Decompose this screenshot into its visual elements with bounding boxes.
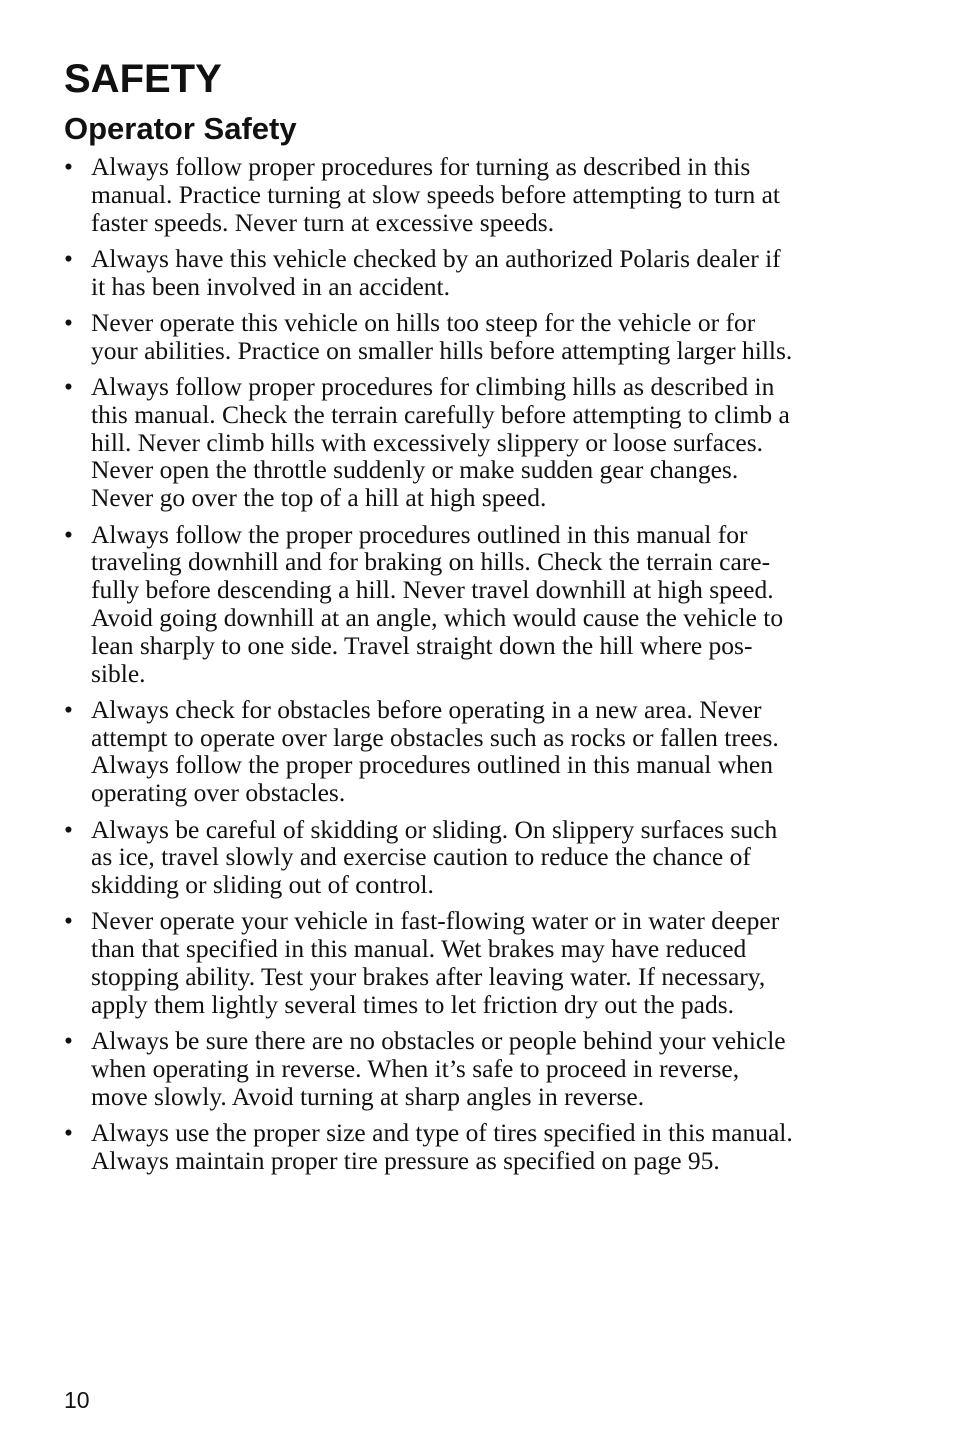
bullet-icon: • [64, 1118, 73, 1147]
bullet-text-line: Always follow the proper procedures outlined in this manual when [91, 750, 773, 780]
list-item [64, 245, 874, 301]
bullet-icon: • [64, 694, 73, 724]
bullet-text-line: Never operate this vehicle on hills too steep for the vehicle or for [91, 307, 756, 337]
bullet-text-line: when operating in reverse. When it’s safe to proceed in reverse, [91, 1053, 740, 1083]
bullet-text-line: operating over obstacles. [91, 778, 346, 808]
list-item [64, 1119, 874, 1175]
list-item [64, 907, 874, 1018]
bullet-icon: • [64, 519, 73, 549]
safety-bullet-list [64, 153, 874, 1183]
bullet-text-line: your abilities. Practice on smaller hills before attempting larger hills. [91, 335, 793, 365]
bullet-icon: • [64, 243, 73, 273]
bullet-text-line: Always follow proper procedures for climbing hills as described in [91, 372, 775, 402]
list-item [64, 521, 874, 688]
subsection-title: Operator Safety [64, 111, 297, 146]
bullet-text-line: skidding or sliding out of control. [91, 870, 434, 900]
bullet-text-line: Always maintain proper tire pressure as specified on page 95. [91, 1145, 720, 1175]
bullet-text-line: sible. [91, 658, 146, 688]
list-item [64, 1027, 874, 1110]
list-item [64, 373, 874, 512]
bullet-text-line: lean sharply to one side. Travel straight down the hill where pos- [91, 630, 753, 660]
bullet-text-line: attempt to operate over large obstacles such as rocks or fallen trees. [91, 722, 779, 752]
bullet-text-line: it has been involved in an accident. [91, 271, 451, 301]
bullet-text-line: hill. Never climb hills with excessively slippery or loose surfaces. [91, 427, 764, 457]
bullet-text-line: Always be sure there are no obstacles or people behind your vehicle [91, 1026, 786, 1056]
bullet-text-line: fully before descending a hill. Never travel downhill at high speed. [91, 575, 774, 605]
list-item [64, 816, 874, 899]
bullet-text-line: this manual. Check the terrain carefully before attempting to climb a [91, 399, 790, 429]
bullet-icon: • [64, 152, 73, 181]
bullet-icon: • [64, 307, 73, 337]
bullet-text-line: Never operate your vehicle in fast-flowing water or in water deeper [91, 906, 780, 936]
bullet-text-line: apply them lightly several times to let friction dry out the pads. [91, 989, 735, 1019]
bullet-icon: • [64, 1026, 73, 1056]
bullet-text-line: as ice, travel slowly and exercise caution to reduce the chance of [91, 842, 751, 872]
bullet-text-line: than that specified in this manual. Wet brakes may have reduced [91, 934, 747, 964]
bullet-icon: • [64, 814, 73, 844]
section-title: SAFETY [64, 57, 222, 101]
bullet-text-line: Avoid going downhill at an angle, which would cause the vehicle to [91, 602, 784, 632]
bullet-text-line: traveling downhill and for braking on hills. Check the terrain care- [91, 547, 771, 577]
list-item [64, 153, 874, 236]
bullet-text-line: Always check for obstacles before operating in a new area. Never [91, 694, 762, 724]
bullet-text-line: manual. Practice turning at slow speeds before attempting to turn at [91, 179, 781, 209]
bullet-text-line: Always use the proper size and type of tires specified in this manual. [91, 1118, 793, 1147]
bullet-icon: • [64, 372, 73, 402]
bullet-text-line: stopping ability. Test your brakes after leaving water. If necessary, [91, 962, 766, 992]
bullet-text-line: Always be careful of skidding or sliding. On slippery surfaces such [91, 814, 778, 844]
bullet-text-line: Always follow proper procedures for turning as described in this [91, 152, 751, 181]
bullet-text-line: Always have this vehicle checked by an authorized Polaris dealer if [91, 243, 781, 273]
bullet-text-line: faster speeds. Never turn at excessive speeds. [91, 207, 555, 237]
bullet-text-line: Never open the throttle suddenly or make sudden gear changes. [91, 455, 739, 485]
bullet-text-line: Always follow the proper procedures outlined in this manual for [91, 519, 748, 549]
bullet-text-line: move slowly. Avoid turning at sharp angles in reverse. [91, 1081, 645, 1111]
list-item [64, 696, 874, 807]
list-item [64, 309, 874, 365]
page-number: 10 [64, 1387, 90, 1413]
bullet-icon: • [64, 906, 73, 936]
bullet-text-line: Never go over the top of a hill at high speed. [91, 483, 547, 513]
